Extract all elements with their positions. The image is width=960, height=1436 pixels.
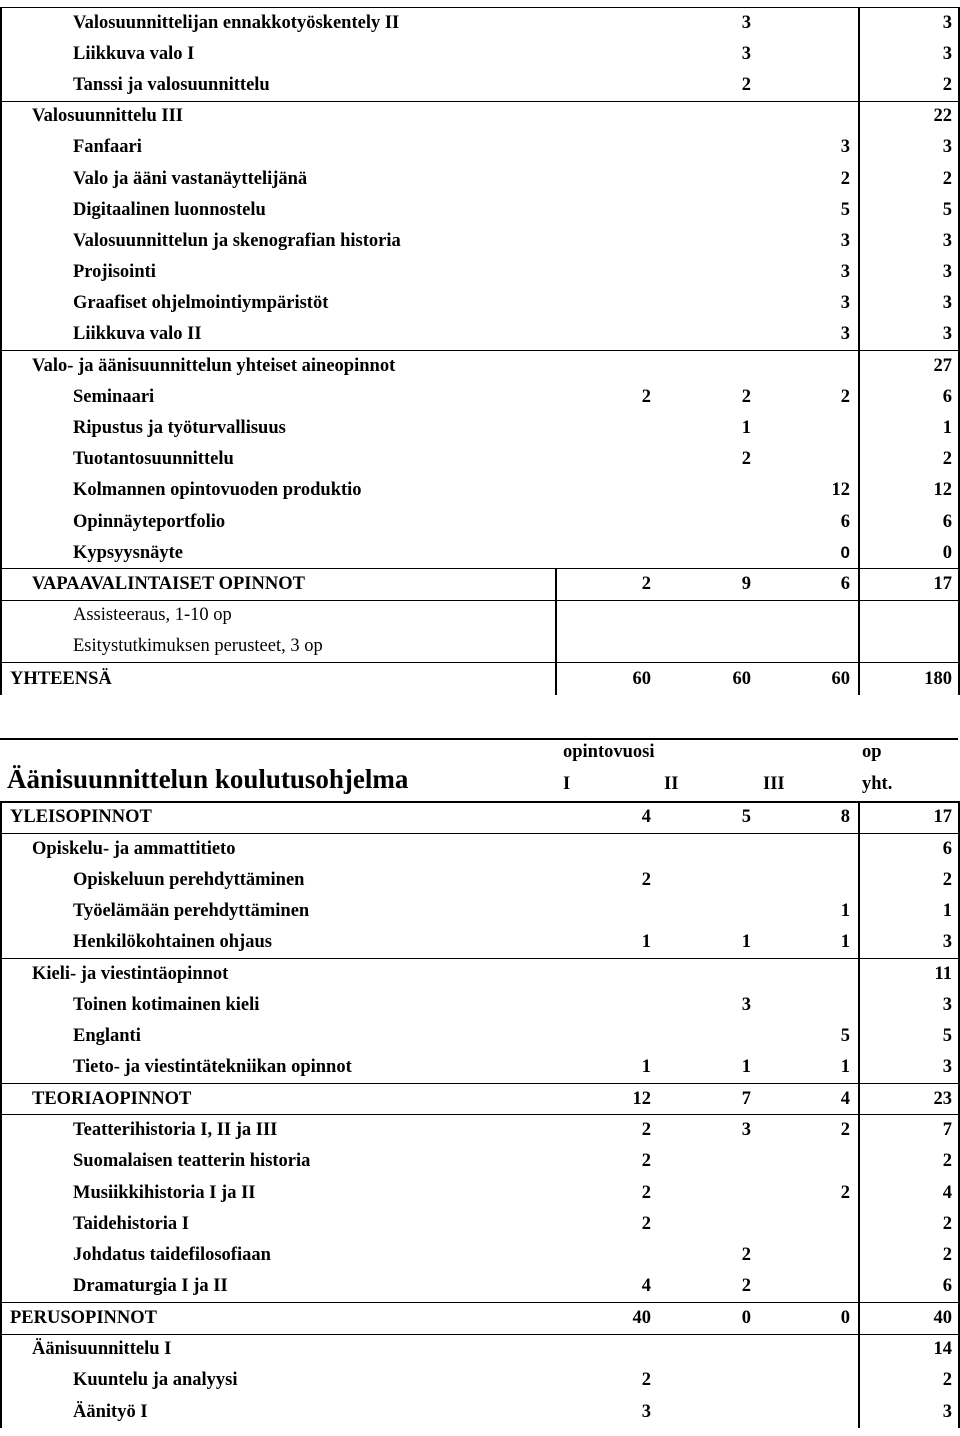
course-row	[1, 8, 959, 39]
year-1-credits	[556, 8, 659, 39]
year-1-credits	[556, 195, 659, 226]
year-1-credits	[556, 538, 659, 569]
total-header: yht.	[862, 774, 893, 794]
course-row	[1, 1397, 959, 1428]
course-row	[1, 444, 959, 475]
year-1-credits	[556, 631, 659, 662]
course-name: Valo- ja äänisuunnittelun yhteiset aineopinnot	[1, 351, 556, 382]
credits-total: 180	[859, 662, 959, 695]
year-1-credits	[556, 958, 659, 989]
year-1-credits: 2	[641, 1120, 651, 1141]
course-name: Digitaalinen luonnostelu	[1, 195, 556, 226]
course-name: Projisointi	[1, 257, 556, 288]
year-1-credits	[556, 39, 659, 70]
course-row	[1, 507, 959, 538]
year-3-credits: 1	[759, 927, 859, 958]
credits-total: 2	[859, 1240, 959, 1271]
year-2-credits	[659, 132, 759, 163]
credits-total: 3	[859, 1052, 959, 1083]
year-3-credits	[759, 833, 859, 864]
year-2-credits: 2	[741, 449, 751, 470]
year-3-credits: 2	[840, 1120, 850, 1141]
course-name: Musiikkihistoria I ja II	[1, 1178, 556, 1209]
year-1-credits: 40	[556, 1303, 659, 1334]
course-name: Teatterihistoria I, II ja III	[1, 1115, 556, 1146]
year-2-credits: 2	[659, 70, 759, 101]
year-1-credits: 2	[641, 869, 651, 890]
course-row	[1, 538, 959, 569]
credits-label: op	[862, 742, 882, 762]
year-3-credits	[759, 600, 859, 631]
course-name: TEORIAOPINNOT	[1, 1084, 556, 1115]
year-3-credits: 2	[840, 386, 850, 407]
course-row	[1, 413, 959, 444]
course-name: Työelämään perehdyttäminen	[1, 896, 556, 927]
year-3-credits	[759, 351, 859, 382]
year-3-credits: 0	[759, 538, 859, 569]
year-1-credits: 12	[556, 1084, 659, 1115]
credits-total: 17	[859, 802, 959, 833]
credits-total: 2	[859, 1209, 959, 1240]
year-1-credits: 60	[556, 662, 659, 695]
year-1-credits	[556, 1240, 659, 1271]
year-1-header: I	[563, 774, 571, 794]
year-1-credits	[556, 600, 659, 631]
year-3-credits	[759, 1334, 859, 1365]
course-row	[1, 1303, 959, 1334]
credits-total: 14	[859, 1334, 959, 1365]
year-1-credits	[556, 257, 659, 288]
year-3-credits: 3	[840, 262, 850, 283]
credits-total: 17	[859, 569, 959, 600]
year-3-credits: 4	[759, 1084, 859, 1115]
course-row	[1, 990, 959, 1021]
credits-total	[859, 631, 959, 662]
year-1-credits	[556, 288, 659, 319]
course-row	[1, 1115, 959, 1146]
year-1-credits	[556, 896, 659, 927]
total-row	[1, 662, 959, 695]
year-2-credits	[659, 226, 759, 257]
year-2-credits	[659, 1178, 759, 1209]
year-3-credits: 3	[840, 293, 850, 314]
course-row	[1, 1021, 959, 1052]
course-name: Valosuunnittelijan ennakkotyöskentely II	[1, 8, 556, 39]
credits-total: 2	[859, 163, 959, 194]
course-row	[1, 1146, 959, 1177]
credits-total: 5	[859, 195, 959, 226]
course-row	[1, 600, 959, 631]
year-2-credits	[659, 257, 759, 288]
course-name: Kypsyysnäyte	[1, 538, 556, 569]
course-row	[1, 319, 959, 350]
year-1-credits: 2	[641, 1182, 651, 1203]
year-3-credits: 3	[840, 137, 850, 158]
credits-total: 2	[859, 865, 959, 896]
course-row	[1, 382, 959, 413]
year-2-credits	[659, 1146, 759, 1177]
study-year-label: opintovuosi	[563, 742, 655, 762]
course-row	[1, 802, 959, 833]
year-1-credits	[556, 833, 659, 864]
year-3-header: III	[763, 774, 785, 794]
credits-total: 1	[859, 896, 959, 927]
year-1-credits: 2	[641, 1370, 651, 1391]
course-name: Dramaturgia I ja II	[1, 1271, 556, 1302]
course-row	[1, 288, 959, 319]
course-name: Suomalaisen teatterin historia	[1, 1146, 556, 1177]
year-1-credits	[556, 507, 659, 538]
course-name: Graafiset ohjelmointiympäristöt	[1, 288, 556, 319]
year-1-credits: 4	[556, 802, 659, 833]
year-2-credits: 2	[741, 386, 751, 407]
course-name: Valosuunnittelun ja skenografian historia	[1, 226, 556, 257]
course-name: YLEISOPINNOT	[1, 802, 556, 833]
year-2-credits	[659, 631, 759, 662]
year-2-credits	[659, 351, 759, 382]
course-name: Seminaari	[1, 382, 556, 413]
year-1-credits	[556, 351, 659, 382]
course-row	[1, 132, 959, 163]
year-2-credits: 1	[741, 418, 751, 439]
year-1-credits: 3	[641, 1401, 651, 1422]
credits-total: 27	[859, 351, 959, 382]
year-1-credits	[556, 413, 659, 444]
light-design-curriculum-table	[0, 7, 960, 695]
course-name: Toinen kotimainen kieli	[1, 990, 556, 1021]
credits-total: 22	[859, 101, 959, 132]
year-3-credits: 1	[840, 901, 850, 922]
credits-total: 2	[859, 1365, 959, 1396]
year-2-credits: 2	[659, 1271, 759, 1302]
course-name: Kolmannen opintovuoden produktio	[1, 475, 556, 506]
year-3-credits: 5	[840, 199, 850, 220]
year-2-credits: 3	[741, 994, 751, 1015]
year-1-credits: 2	[641, 386, 651, 407]
course-name: Opinnäyteportfolio	[1, 507, 556, 538]
credits-total: 2	[859, 444, 959, 475]
year-2-credits	[659, 1021, 759, 1052]
credits-total: 2	[859, 70, 959, 101]
year-2-credits	[659, 163, 759, 194]
year-2-credits: 5	[659, 802, 759, 833]
year-2-credits	[659, 1365, 759, 1396]
year-3-credits	[759, 70, 859, 101]
year-2-credits	[659, 538, 759, 569]
credits-total: 6	[859, 382, 959, 413]
year-2-credits: 3	[741, 1120, 751, 1141]
credits-total: 0	[859, 538, 959, 569]
course-row	[1, 1240, 959, 1271]
credits-total: 1	[859, 413, 959, 444]
course-name: Liikkuva valo II	[1, 319, 556, 350]
course-row	[1, 631, 959, 662]
course-name: Henkilökohtainen ohjaus	[1, 927, 556, 958]
credits-total: 2	[859, 1146, 959, 1177]
course-name: PERUSOPINNOT	[1, 1303, 556, 1334]
year-2-credits	[659, 600, 759, 631]
course-row	[1, 1365, 959, 1396]
course-row	[1, 101, 959, 132]
course-name: Kieli- ja viestintäopinnot	[1, 958, 556, 989]
year-2-credits	[659, 507, 759, 538]
course-name: Opiskeluun perehdyttäminen	[1, 865, 556, 896]
year-2-credits	[659, 475, 759, 506]
sound-design-programme-header	[0, 738, 958, 803]
course-name: Kuuntelu ja analyysi	[1, 1365, 556, 1396]
year-3-credits: 3	[840, 230, 850, 251]
year-3-credits: 1	[759, 1052, 859, 1083]
year-1-credits	[556, 1021, 659, 1052]
credits-total: 3	[859, 927, 959, 958]
year-2-credits: 3	[741, 43, 751, 64]
course-row	[1, 1209, 959, 1240]
course-name: Tieto- ja viestintätekniikan opinnot	[1, 1052, 556, 1083]
year-2-credits: 7	[659, 1084, 759, 1115]
credits-total: 3	[859, 132, 959, 163]
course-row	[1, 865, 959, 896]
year-3-credits	[759, 8, 859, 39]
year-3-credits: 6	[759, 569, 859, 600]
year-2-credits: 60	[659, 662, 759, 695]
course-row	[1, 1178, 959, 1209]
course-row	[1, 1052, 959, 1083]
course-row	[1, 257, 959, 288]
credits-total: 3	[859, 288, 959, 319]
year-2-header: II	[664, 774, 679, 794]
year-1-credits	[556, 990, 659, 1021]
year-3-credits: 0	[759, 1303, 859, 1334]
year-2-credits: 2	[741, 1245, 751, 1266]
credits-total: 3	[859, 226, 959, 257]
year-1-credits	[556, 444, 659, 475]
course-row	[1, 163, 959, 194]
course-row	[1, 569, 959, 600]
year-2-credits	[659, 958, 759, 989]
year-2-credits: 9	[659, 569, 759, 600]
light-design-curriculum-body	[1, 8, 959, 696]
course-name: VAPAAVALINTAISET OPINNOT	[1, 569, 556, 600]
year-2-credits	[659, 319, 759, 350]
course-name: YHTEENSÄ	[1, 662, 556, 695]
course-row	[1, 70, 959, 101]
course-row	[1, 351, 959, 382]
course-row	[1, 896, 959, 927]
credits-total: 3	[859, 990, 959, 1021]
course-name: Esitystutkimuksen perusteet, 3 op	[1, 631, 556, 662]
year-2-credits: 3	[741, 12, 751, 33]
credits-total: 5	[859, 1021, 959, 1052]
year-3-credits: 2	[840, 1182, 850, 1203]
course-name: Opiskelu- ja ammattitieto	[1, 833, 556, 864]
year-3-credits	[759, 958, 859, 989]
year-2-credits	[659, 865, 759, 896]
course-row	[1, 927, 959, 958]
year-3-credits	[759, 39, 859, 70]
year-2-credits: 0	[659, 1303, 759, 1334]
course-name: Äänisuunnittelu I	[1, 1334, 556, 1365]
year-1-credits	[556, 475, 659, 506]
course-name: Valosuunnittelu III	[1, 101, 556, 132]
year-3-credits	[759, 990, 859, 1021]
year-3-credits: 12	[831, 480, 850, 501]
year-2-credits	[659, 101, 759, 132]
year-3-credits	[759, 1271, 859, 1302]
year-3-credits: 6	[840, 511, 850, 532]
year-3-credits	[759, 1365, 859, 1396]
year-2-credits	[659, 288, 759, 319]
credits-total: 6	[859, 833, 959, 864]
course-name: Tanssi ja valosuunnittelu	[1, 70, 556, 101]
sound-design-curriculum-body	[1, 802, 959, 1428]
credits-total: 11	[859, 958, 959, 989]
year-3-credits	[759, 1209, 859, 1240]
year-1-credits: 1	[556, 927, 659, 958]
year-1-credits	[556, 163, 659, 194]
credits-total: 3	[859, 8, 959, 39]
year-1-credits	[556, 1334, 659, 1365]
course-name: Englanti	[1, 1021, 556, 1052]
course-name: Äänityö I	[1, 1397, 556, 1428]
year-1-credits	[556, 101, 659, 132]
course-name: Tuotantosuunnittelu	[1, 444, 556, 475]
year-3-credits	[759, 865, 859, 896]
course-row	[1, 195, 959, 226]
year-3-credits: 60	[759, 662, 859, 695]
course-row	[1, 226, 959, 257]
credits-total: 7	[859, 1115, 959, 1146]
year-3-credits	[759, 631, 859, 662]
year-1-credits	[556, 70, 659, 101]
course-name: Fanfaari	[1, 132, 556, 163]
year-2-credits	[659, 195, 759, 226]
year-3-credits: 2	[840, 168, 850, 189]
course-name: Assisteeraus, 1-10 op	[1, 600, 556, 631]
course-row	[1, 1334, 959, 1365]
credits-total: 23	[859, 1084, 959, 1115]
year-1-credits	[556, 226, 659, 257]
year-2-credits	[659, 1334, 759, 1365]
course-row	[1, 833, 959, 864]
credits-total	[859, 600, 959, 631]
year-1-credits: 2	[641, 1214, 651, 1234]
year-1-credits: 1	[556, 1052, 659, 1083]
year-2-credits: 1	[659, 1052, 759, 1083]
sound-design-curriculum-table	[0, 801, 960, 1428]
course-name: Taidehistoria I	[1, 1209, 556, 1240]
year-3-credits	[759, 413, 859, 444]
year-3-credits: 8	[759, 802, 859, 833]
course-row	[1, 475, 959, 506]
year-2-credits	[659, 1209, 759, 1240]
year-3-credits	[759, 444, 859, 475]
course-row	[1, 958, 959, 989]
programme-title: Äänisuunnittelun koulutusohjelma	[7, 764, 409, 794]
year-3-credits	[759, 101, 859, 132]
year-3-credits	[759, 1146, 859, 1177]
year-1-credits	[556, 319, 659, 350]
course-name: Liikkuva valo I	[1, 39, 556, 70]
year-3-credits: 3	[759, 319, 859, 350]
credits-total: 40	[859, 1303, 959, 1334]
year-1-credits	[556, 132, 659, 163]
year-2-credits	[659, 833, 759, 864]
credits-total: 3	[859, 1397, 959, 1428]
year-1-credits: 2	[556, 569, 659, 600]
credits-total: 4	[859, 1178, 959, 1209]
credits-total: 6	[859, 1271, 959, 1302]
credits-total: 12	[859, 475, 959, 506]
course-name: Johdatus taidefilosofiaan	[1, 1240, 556, 1271]
year-1-credits: 2	[641, 1151, 651, 1172]
course-row	[1, 1084, 959, 1115]
course-row	[1, 1271, 959, 1302]
year-2-credits: 1	[659, 927, 759, 958]
course-name: Valo ja ääni vastanäyttelijänä	[1, 163, 556, 194]
year-3-credits	[759, 1240, 859, 1271]
credits-total: 6	[859, 507, 959, 538]
credits-total: 3	[859, 257, 959, 288]
credits-total: 3	[859, 39, 959, 70]
year-3-credits	[759, 1397, 859, 1428]
credits-total: 3	[859, 319, 959, 350]
course-row	[1, 39, 959, 70]
year-1-credits: 4	[556, 1271, 659, 1302]
year-2-credits	[659, 896, 759, 927]
year-2-credits	[659, 1397, 759, 1428]
year-3-credits: 5	[840, 1026, 850, 1047]
course-name: Ripustus ja työturvallisuus	[1, 413, 556, 444]
